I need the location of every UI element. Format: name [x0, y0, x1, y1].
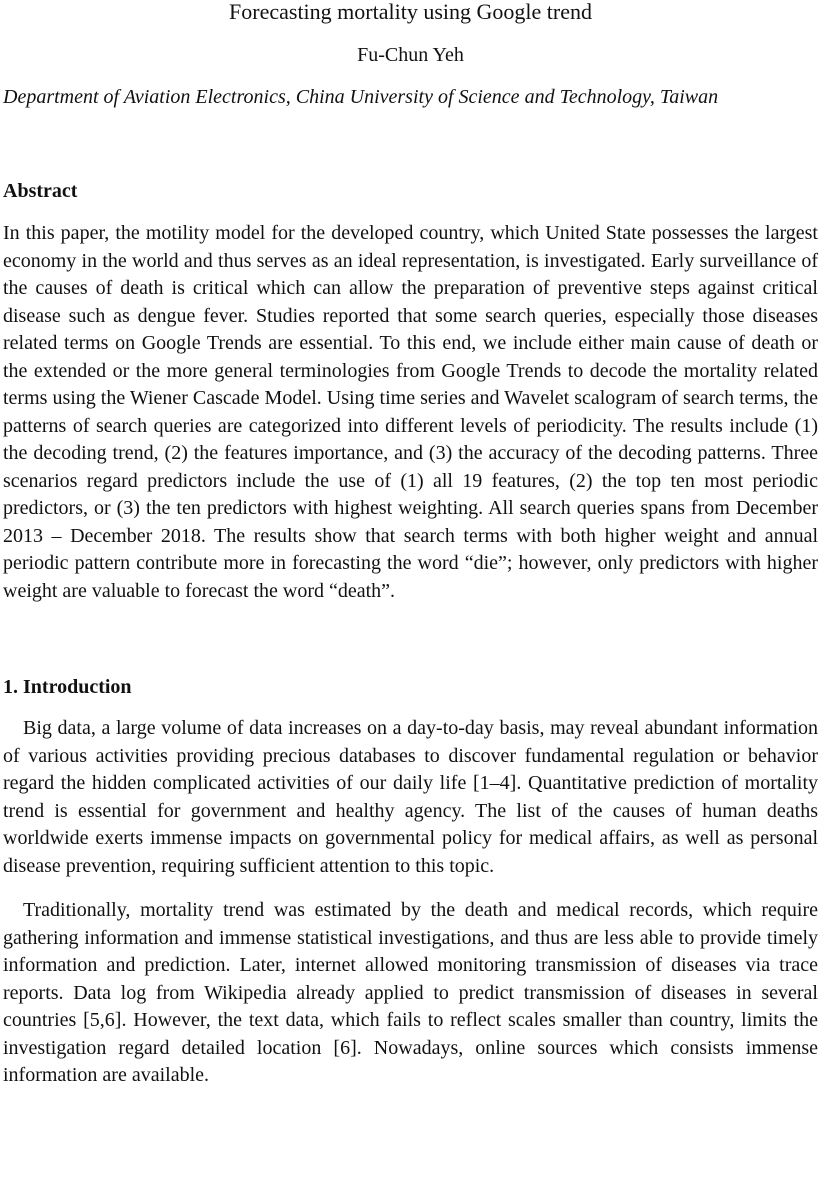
abstract-heading: Abstract [3, 180, 78, 202]
abstract-text: In this paper, the motility model for the developed country, which United State possesses the largest economy in the world and thus serves as an ideal representation, is investigated. Early surveillance of the causes of death is critical which can allow the preparation of preventive steps against critical disease such as dengue fever. Studies reported that some search queries, especially those diseases related terms on Google Trends are essential. To this end, we include either main cause of death or the extended or the more general terminologies from Google Trends to decode the mortality related terms using the Wiener Cascade Model. Using time series and Wavelet scalogram of search terms, the patterns of search queries are categorized into different levels of periodicity. The results include (1) the decoding trend, (2) the features importance, and (3) the accuracy of the decoding patterns. Three scenarios regard predictors include the use of (1) all 19 features, (2) the top ten most periodic predictors, or (3) the ten predictors with highest weighting. All search queries spans from December 2013 – December 2018. The results show that search terms with both higher weight and annual periodic pattern contribute more in forecasting the word “die”; however, only predictors with higher weight are valuable to forecast the word “death”. [3, 222, 818, 602]
paper-title: Forecasting mortality using Google trend [229, 0, 592, 24]
author-affiliation: Department of Aviation Electronics, China University of Science and Technology, Taiwan [3, 86, 719, 108]
introduction-heading: 1. Introduction [3, 676, 132, 698]
introduction-paragraph-1: Big data, a large volume of data increases on a day-to-day basis, may reveal abundant information of various activities providing precious databases to discover fundamental regulation or behavior regard the hidden complicated activities of our daily life [1–4]. Quantitative prediction of mortality trend is essential for government and healthy agency. The list of the causes of human deaths worldwide exerts immense impacts on governmental policy for medical affairs, as well as personal disease prevention, requiring sufficient attention to this topic. [3, 717, 818, 877]
introduction-paragraph-2: Traditionally, mortality trend was estimated by the death and medical records, which require gathering information and immense statistical investigations, and thus are less able to provide timely information and prediction. Later, internet allowed monitoring transmission of diseases via trace reports. Data log from Wikipedia already applied to predict transmission of diseases in several countries [5,6]. However, the text data, which fails to reflect scales smaller than country, limits the investigation regard detailed location [6]. Nowadays, online sources which consists immense information are available. [3, 899, 818, 1086]
author-name: Fu-Chun Yeh [357, 44, 464, 66]
